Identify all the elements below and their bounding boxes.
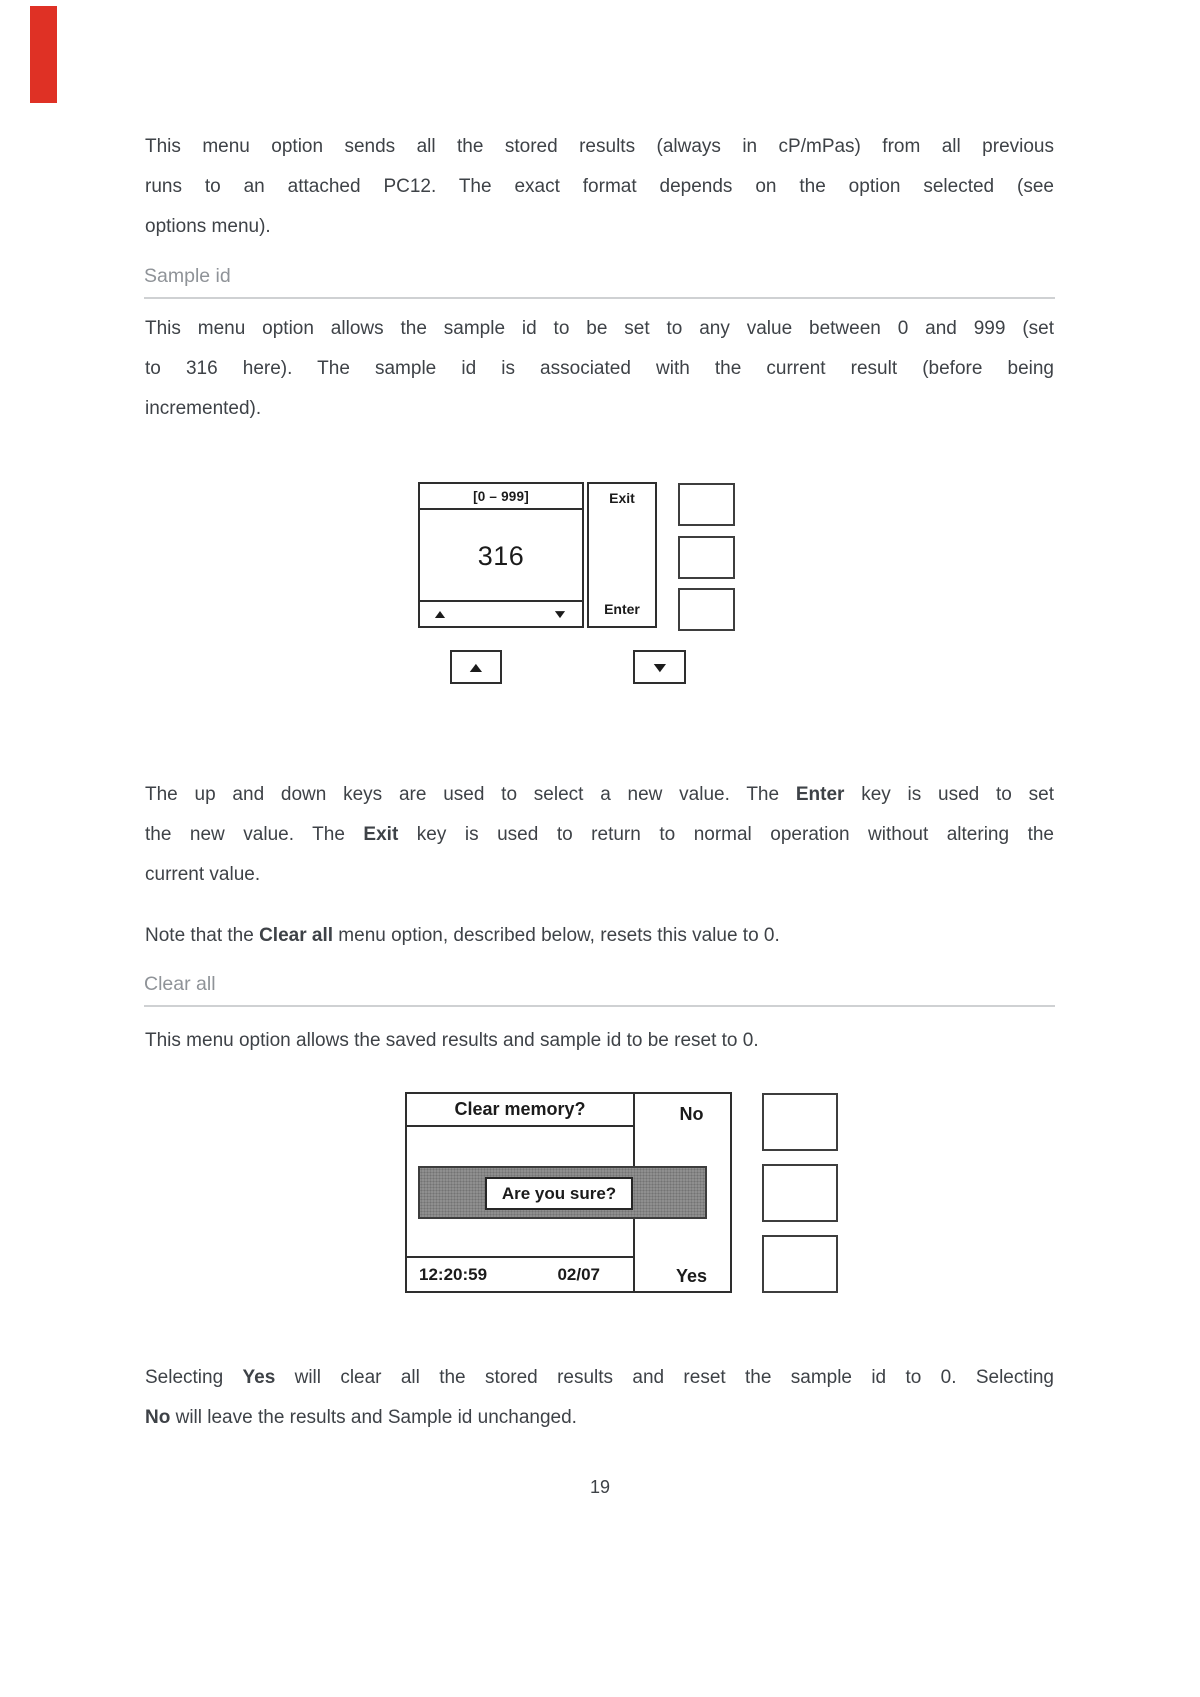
- key-box: [762, 1164, 838, 1222]
- text-line: The up and down keys are used to select a new value. The Enter key is used to set: [145, 784, 1054, 805]
- red-annotation-mark: [30, 6, 57, 103]
- text-line: the new value. The Exit key is used to return to normal operation without altering the: [145, 824, 1054, 845]
- key-box: [678, 588, 735, 631]
- device-display: [418, 482, 584, 628]
- text-line: options menu).: [145, 216, 271, 237]
- section-heading-sample-id: [144, 265, 1055, 299]
- paragraph-sample-id-intro: [145, 309, 1054, 429]
- text-line: current value.: [145, 864, 261, 885]
- down-arrow-icon: ▼: [551, 607, 569, 621]
- heading-text: Sample id: [144, 265, 231, 287]
- paragraph-keys-usage: [145, 775, 1054, 895]
- key-box: [762, 1093, 838, 1151]
- sample-id-value: 316: [477, 540, 525, 571]
- key-box: [762, 1235, 838, 1293]
- key-box: [678, 536, 735, 579]
- section-heading-clear-all: [144, 973, 1055, 1007]
- text-line: This menu option sends all the stored results (always in cP/mPas) from all previous: [145, 136, 1054, 157]
- text-line: Note that the Clear all menu option, described below, resets this value to 0.: [145, 925, 780, 946]
- yes-softkey-label: Yes: [675, 1266, 708, 1286]
- no-softkey-label: No: [679, 1104, 704, 1124]
- paragraph-selecting-yes-no: [145, 1358, 1054, 1438]
- paragraph-clear-all-intro: [145, 1021, 1054, 1061]
- softkey-column: [587, 482, 657, 628]
- up-key-button: [450, 650, 502, 684]
- text-line: to 316 here). The sample id is associated with the current result (before being: [145, 358, 1054, 379]
- text-line: incremented).: [145, 398, 262, 419]
- confirm-question-box: Are you sure?: [485, 1177, 633, 1210]
- text-line: This menu option allows the sample id to be set to any value between 0 and 999 (set: [145, 318, 1054, 339]
- down-key-button: [633, 650, 686, 684]
- heading-text: Clear all: [144, 973, 216, 995]
- text-line: Selecting Yes will clear all the stored results and reset the sample id to 0. Selecting: [145, 1367, 1054, 1388]
- screen-title: Clear memory?: [407, 1094, 633, 1127]
- key-box: [678, 483, 735, 526]
- figure-sample-id-screen: [418, 482, 738, 685]
- time-value: 12:20:59: [419, 1264, 488, 1284]
- status-row: [407, 1256, 633, 1291]
- down-arrow-icon: ▼: [649, 659, 670, 675]
- text-line: runs to an attached PC12. The exact format depends on the option selected (see: [145, 176, 1054, 197]
- range-label: [0 – 999]: [420, 484, 582, 510]
- figure-clear-memory-screen: [405, 1092, 839, 1295]
- exit-key-label: Exit: [609, 490, 635, 506]
- highlight-band: [418, 1166, 707, 1219]
- paragraph-send-results: [145, 127, 1054, 247]
- text-line: This menu option allows the saved results and sample id to be reset to 0.: [145, 1030, 759, 1051]
- up-arrow-icon: ▲: [431, 607, 449, 621]
- enter-key-label: Enter: [604, 601, 640, 617]
- page-number: 19: [589, 1477, 611, 1497]
- date-value: 02/07: [557, 1264, 600, 1284]
- paragraph-note-clear-all: [145, 916, 1054, 956]
- arrow-row: [420, 600, 582, 626]
- up-arrow-icon: ▲: [465, 659, 487, 675]
- text-line: No will leave the results and Sample id unchanged.: [145, 1407, 577, 1428]
